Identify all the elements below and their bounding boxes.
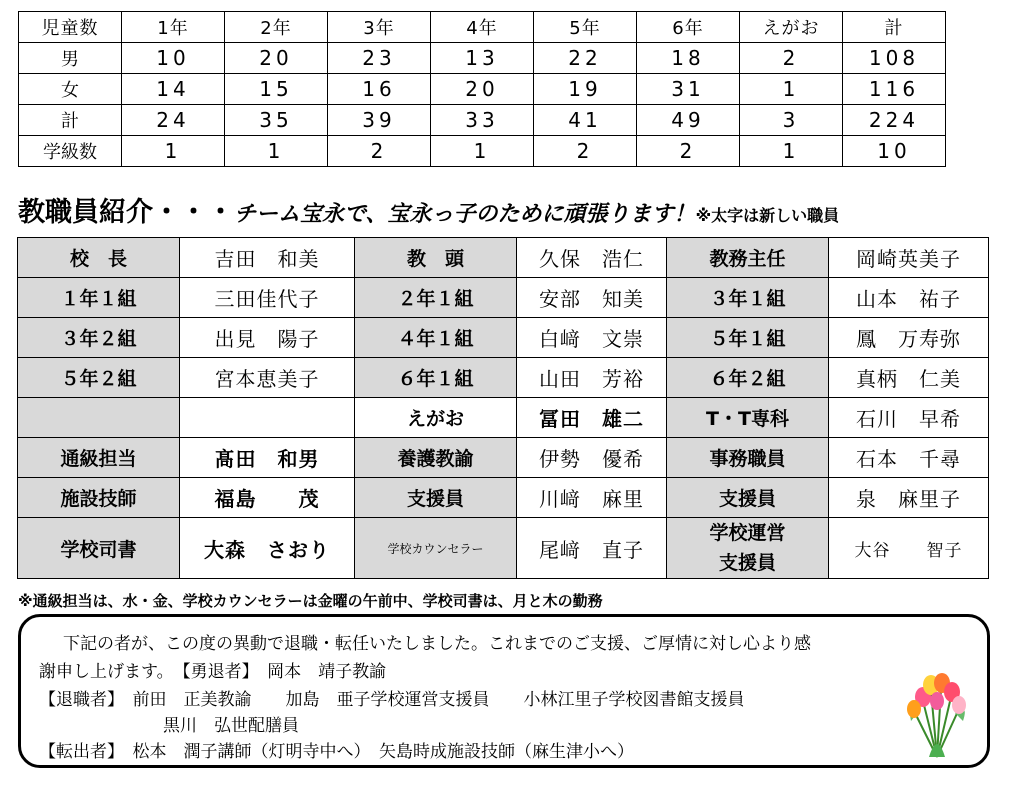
name-cell: 泉 麻里子 <box>829 478 989 518</box>
header-cell: 2年 <box>225 12 328 43</box>
header-cell: 児童数 <box>19 12 122 43</box>
header-cell: 5年 <box>534 12 637 43</box>
table-row <box>18 438 989 478</box>
name-cell <box>180 398 355 438</box>
name-cell: 大谷 智子 <box>829 518 989 579</box>
name-cell: 大森 さおり <box>180 518 355 579</box>
role-cell: ５年１組 <box>667 318 829 358</box>
count-cell: 1 <box>431 136 534 167</box>
name-cell: 鳳 万寿弥 <box>829 318 989 358</box>
header-cell: えがお <box>740 12 843 43</box>
role-cell: T・T専科 <box>667 398 829 438</box>
tulip-bouquet-icon <box>901 661 973 761</box>
role-cell: １年１組 <box>18 278 180 318</box>
header-cell: 4年 <box>431 12 534 43</box>
name-cell: 真柄 仁美 <box>829 358 989 398</box>
count-cell: 20 <box>225 43 328 74</box>
count-cell: 10 <box>843 136 946 167</box>
name-cell: 岡崎英美子 <box>829 238 989 278</box>
role-cell: 養護教諭 <box>355 438 517 478</box>
table-row <box>18 278 989 318</box>
staff-heading-sub: チーム宝永で、宝永っ子のために頑張ります！ <box>234 202 696 227</box>
name-cell: 尾﨑 直子 <box>517 518 667 579</box>
name-cell: 白﨑 文崇 <box>517 318 667 358</box>
count-cell: 1 <box>740 74 843 105</box>
table-row <box>18 398 989 438</box>
count-cell: 13 <box>431 43 534 74</box>
table-row <box>18 358 989 398</box>
staff-section-heading <box>18 190 839 229</box>
count-cell: 10 <box>122 43 225 74</box>
header-cell: 6年 <box>637 12 740 43</box>
table-row <box>18 238 989 278</box>
count-cell: 15 <box>225 74 328 105</box>
role-cell: ２年１組 <box>355 278 517 318</box>
count-cell: 41 <box>534 105 637 136</box>
count-cell: 1 <box>225 136 328 167</box>
count-cell: 24 <box>122 105 225 136</box>
table-header-row <box>19 12 946 43</box>
count-cell: 1 <box>740 136 843 167</box>
count-cell: 33 <box>431 105 534 136</box>
count-cell: 39 <box>328 105 431 136</box>
count-cell: 49 <box>637 105 740 136</box>
table-row <box>19 74 946 105</box>
role-cell: 施設技師 <box>18 478 180 518</box>
count-cell: 116 <box>843 74 946 105</box>
staff-heading-note: ※太字は新しい職員 <box>695 206 840 225</box>
name-cell: 久保 浩仁 <box>517 238 667 278</box>
role-cell: ４年１組 <box>355 318 517 358</box>
role-cell: 事務職員 <box>667 438 829 478</box>
name-cell: 吉田 和美 <box>180 238 355 278</box>
table-row <box>18 518 989 579</box>
name-cell: 髙田 和男 <box>180 438 355 478</box>
name-cell: 山田 芳裕 <box>517 358 667 398</box>
notice-line: 下記の者が、この度の異動で退職・転任いたしました。これまでのご支援、ご厚情に対し心より感 <box>63 634 811 654</box>
role-cell: 支援員 <box>667 478 829 518</box>
role-cell: ３年１組 <box>667 278 829 318</box>
notice-line: 【転出者】 松本 潤子講師（灯明寺中へ） 矢島時成施設技師（麻生津小へ） <box>39 742 634 762</box>
role-cell: ３年２組 <box>18 318 180 358</box>
role-cell: 支援員 <box>355 478 517 518</box>
table-row <box>19 136 946 167</box>
role-cell: 学校運営 支援員 <box>667 518 829 579</box>
row-label: 計 <box>19 105 122 136</box>
count-cell: 108 <box>843 43 946 74</box>
table-row <box>18 478 989 518</box>
count-cell: 3 <box>740 105 843 136</box>
row-label: 学級数 <box>19 136 122 167</box>
name-cell: 石本 千尋 <box>829 438 989 478</box>
count-cell: 2 <box>328 136 431 167</box>
name-cell: 伊勢 優希 <box>517 438 667 478</box>
count-cell: 18 <box>637 43 740 74</box>
role-cell: 学校司書 <box>18 518 180 579</box>
notice-line: 黒川 弘世配膳員 <box>163 716 299 736</box>
name-cell: 福島 茂 <box>180 478 355 518</box>
count-cell: 31 <box>637 74 740 105</box>
row-label: 男 <box>19 43 122 74</box>
role-cell: 教 頭 <box>355 238 517 278</box>
role-cell: えがお <box>355 398 517 438</box>
count-cell: 16 <box>328 74 431 105</box>
header-cell: 3年 <box>328 12 431 43</box>
table-row <box>18 318 989 358</box>
count-cell: 20 <box>431 74 534 105</box>
count-cell: 2 <box>740 43 843 74</box>
name-cell: 三田佳代子 <box>180 278 355 318</box>
table-row <box>19 43 946 74</box>
table-row <box>19 105 946 136</box>
count-cell: 1 <box>122 136 225 167</box>
role-cell: 学校カウンセラー <box>355 518 517 579</box>
notice-line: 【退職者】 前田 正美教諭 加島 亜子学校運営支援員 小林江里子学校図書館支援員 <box>39 690 745 710</box>
role-cell: ５年２組 <box>18 358 180 398</box>
staff-footnote: ※通級担当は、水・金、学校カウンセラーは金曜の午前中、学校司書は、月と木の勤務 <box>18 592 603 610</box>
notice-line: 謝申し上げます。 【勇退者】 岡本 靖子教諭 <box>39 662 387 682</box>
name-cell: 安部 知美 <box>517 278 667 318</box>
name-cell: 宮本恵美子 <box>180 358 355 398</box>
count-cell: 19 <box>534 74 637 105</box>
role-cell: 通級担当 <box>18 438 180 478</box>
role-cell: ６年１組 <box>355 358 517 398</box>
header-cell: 計 <box>843 12 946 43</box>
count-cell: 14 <box>122 74 225 105</box>
role-cell: 校 長 <box>18 238 180 278</box>
count-cell: 23 <box>328 43 431 74</box>
role-cell: ６年２組 <box>667 358 829 398</box>
staff-table <box>17 237 989 579</box>
count-cell: 35 <box>225 105 328 136</box>
name-cell: 山本 祐子 <box>829 278 989 318</box>
staff-heading-main: 教職員紹介・・・ <box>18 197 234 228</box>
transfer-notice-box <box>18 614 990 768</box>
name-cell: 川﨑 麻里 <box>517 478 667 518</box>
name-cell: 出見 陽子 <box>180 318 355 358</box>
count-cell: 224 <box>843 105 946 136</box>
count-cell: 22 <box>534 43 637 74</box>
row-label: 女 <box>19 74 122 105</box>
count-cell: 2 <box>637 136 740 167</box>
name-cell: 冨田 雄二 <box>517 398 667 438</box>
count-cell: 2 <box>534 136 637 167</box>
header-cell: 1年 <box>122 12 225 43</box>
role-cell <box>18 398 180 438</box>
role-cell: 教務主任 <box>667 238 829 278</box>
name-cell: 石川 早希 <box>829 398 989 438</box>
student-count-table <box>18 11 946 167</box>
